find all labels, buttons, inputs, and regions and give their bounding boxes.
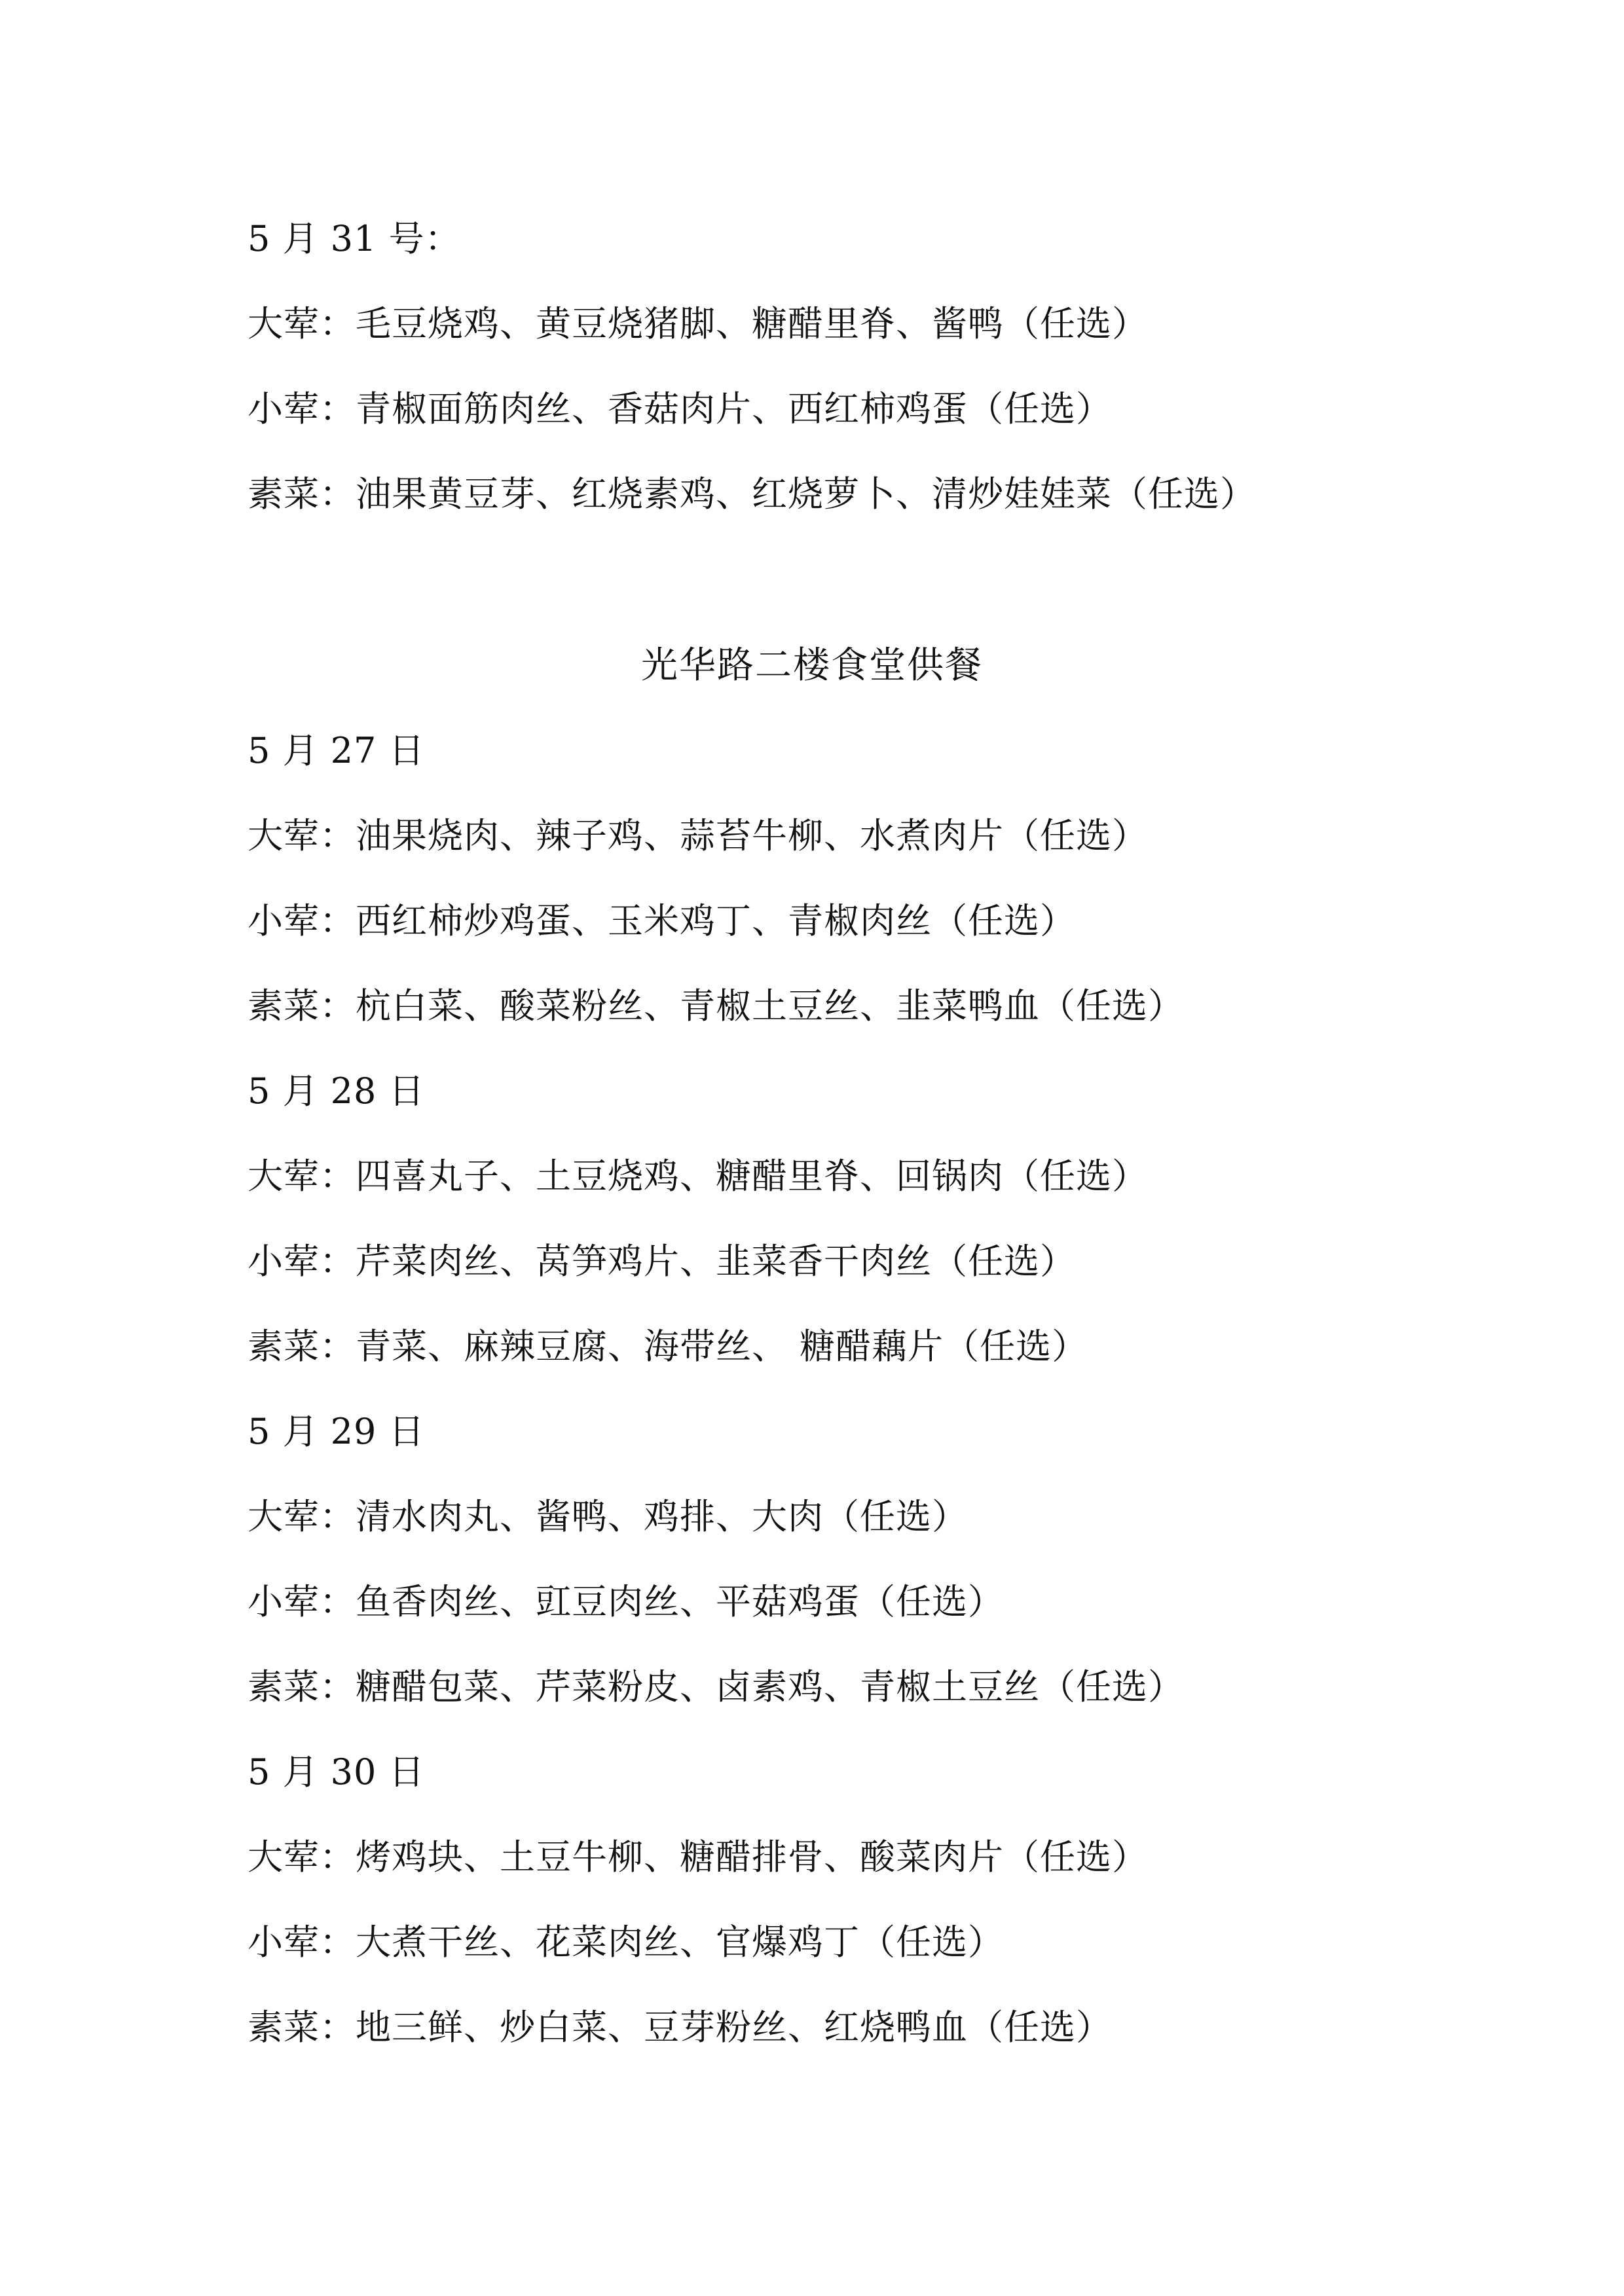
menu-line-big-meat: 大荤：烤鸡块、土豆牛柳、糖醋排骨、酸菜肉片（任选） [248,1836,1148,1878]
menu-line-big-meat: 大荤：油果烧肉、辣子鸡、蒜苔牛柳、水煮肉片（任选） [248,815,1148,856]
section-title: 光华路二楼食堂供餐 [641,644,983,687]
menu-line-small-meat: 小荤：鱼香肉丝、豇豆肉丝、平菇鸡蛋（任选） [248,1581,1004,1622]
menu-line-big-meat: 大荤：清水肉丸、酱鸭、鸡排、大肉（任选） [248,1496,968,1537]
date-5-28: 5 月 28 日 [248,1070,425,1112]
menu-line-vegetable: 素菜：青菜、麻辣豆腐、海带丝、 糖醋藕片（任选） [248,1326,1088,1367]
menu-line-vegetable: 素菜：杭白菜、酸菜粉丝、青椒土豆丝、韭菜鸭血（任选） [248,985,1184,1027]
date-5-29: 5 月 29 日 [248,1411,425,1452]
menu-line-small-meat: 小荤：青椒面筋肉丝、香菇肉片、西红柿鸡蛋（任选） [248,388,1112,429]
date-5-27: 5 月 27 日 [248,730,425,771]
menu-line-small-meat: 小荤：西红柿炒鸡蛋、玉米鸡丁、青椒肉丝（任选） [248,900,1076,941]
menu-line-small-meat: 小荤：芹菜肉丝、莴笋鸡片、韭菜香干肉丝（任选） [248,1241,1076,1282]
menu-line-big-meat: 大荤：四喜丸子、土豆烧鸡、糖醋里脊、回锅肉（任选） [248,1156,1148,1197]
menu-line-vegetable: 素菜：地三鲜、炒白菜、豆芽粉丝、红烧鸭血（任选） [248,2007,1112,2048]
menu-line-big-meat: 大荤：毛豆烧鸡、黄豆烧猪脚、糖醋里脊、酱鸭（任选） [248,303,1148,344]
menu-line-vegetable: 素菜：糖醋包菜、芹菜粉皮、卤素鸡、青椒土豆丝（任选） [248,1666,1184,1707]
menu-line-small-meat: 小荤：大煮干丝、花菜肉丝、官爆鸡丁（任选） [248,1922,1004,1963]
date-5-30: 5 月 30 日 [248,1751,425,1793]
menu-line-vegetable: 素菜：油果黄豆芽、红烧素鸡、红烧萝卜、清炒娃娃菜（任选） [248,473,1256,515]
date-5-31: 5 月 31 号： [248,218,461,259]
